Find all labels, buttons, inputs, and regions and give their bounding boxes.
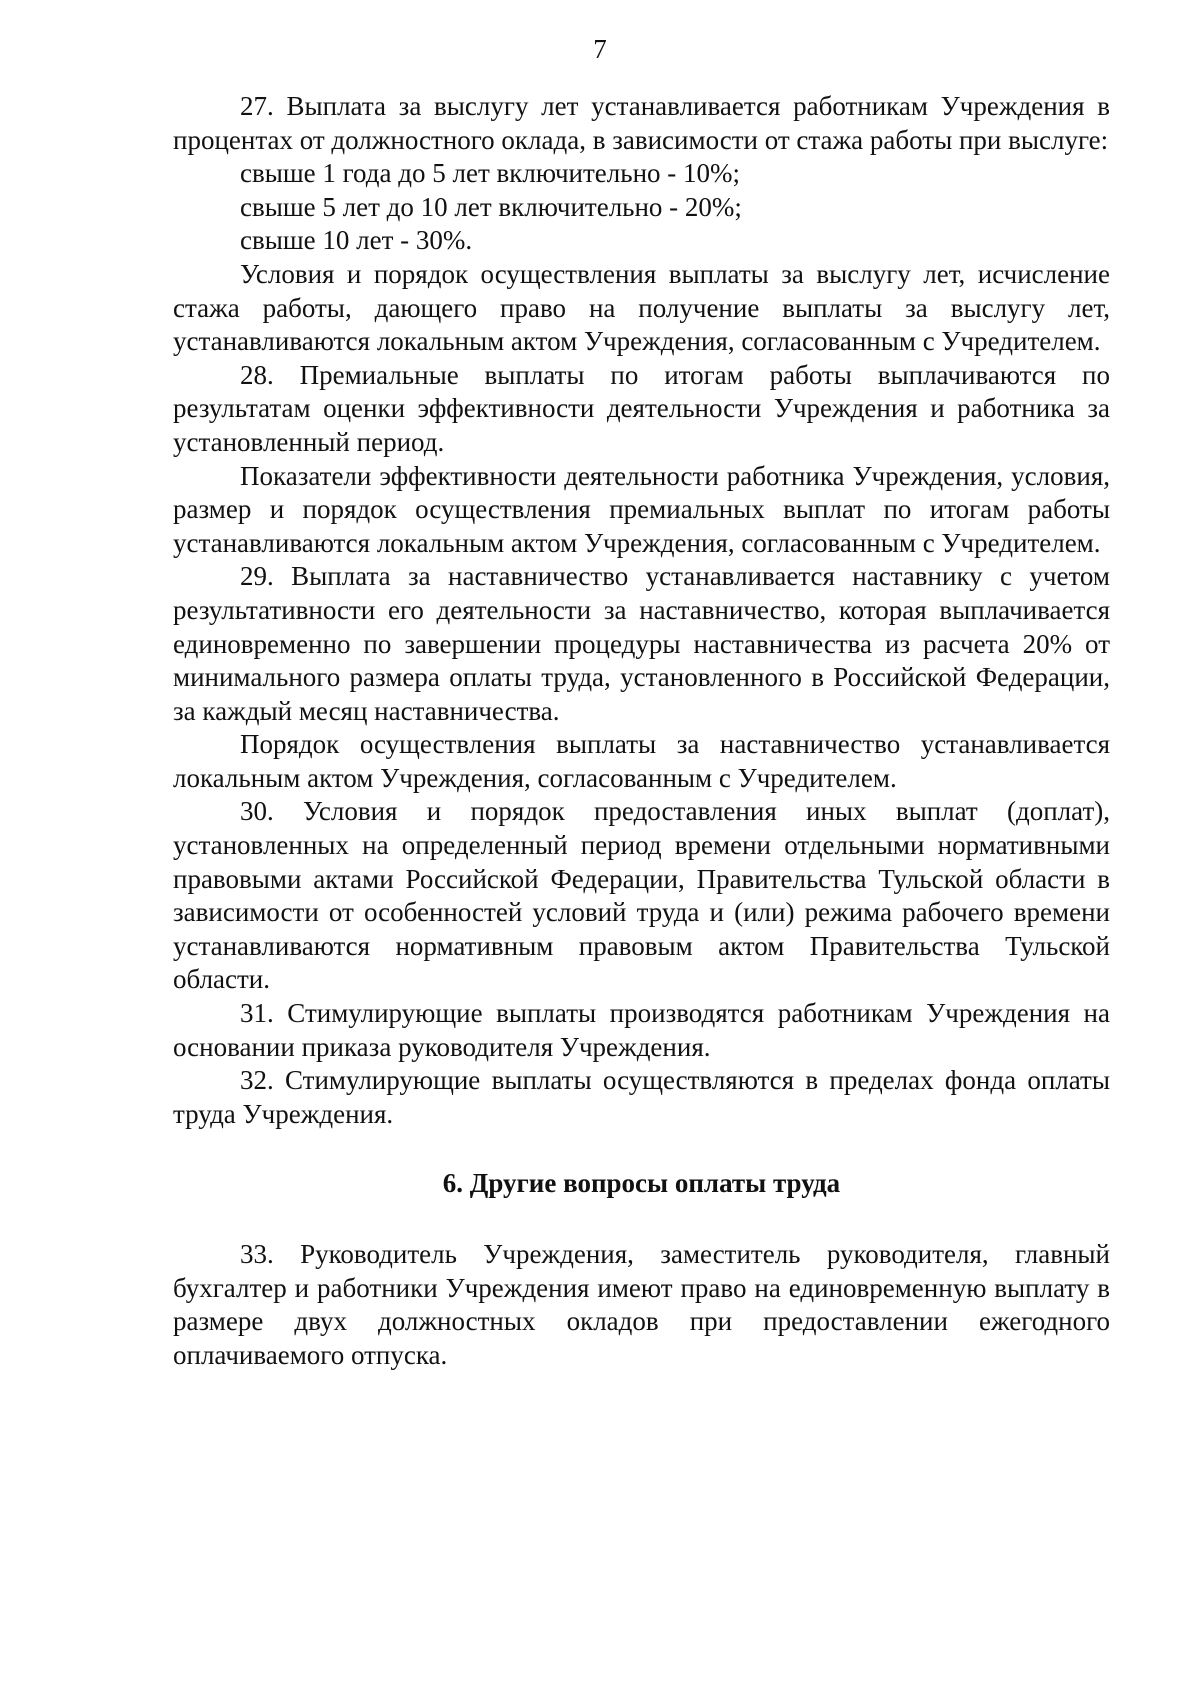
page-number: 7 [593, 34, 607, 64]
paragraph-28-indicators: Показатели эффективности деятельности работника Учреждения, условия, размер и порядок осуществления премиальных выплат по итогам работы устанавливаются локальным актом Учреждения, согласованным с Учредителем. [173, 460, 1110, 558]
list-item-1: свыше 1 года до 5 лет включительно - 10%; [240, 158, 741, 189]
paragraph-33: 33. Руководитель Учреждения, заместитель руководителя, главный бухгалтер и работники Учреждения имеют право на единовременную выплату в размере двух должностных окладов при предоставлении ежегодного оплачиваемого отпуска. [173, 1239, 1110, 1370]
list-item-2: свыше 5 лет до 10 лет включительно - 20%; [240, 191, 742, 222]
paragraph-27: 27. Выплата за выслугу лет устанавливается работникам Учреждения в процентах от должностного оклада, в зависимости от стажа работы при выслуге: [173, 91, 1110, 155]
paragraph-30: 30. Условия и порядок предоставления иных выплат (доплат), установленных на определенный период времени отдельными нормативными правовыми актами Российской Федерации, Правительства Тульской области в зависимости от особенностей условий труда и (или) режима рабочего времени устанавливаются нормативным правовым актом Правительства Тульской области. [173, 796, 1110, 995]
paragraph-31: 31. Стимулирующие выплаты производятся работникам Учреждения на основании приказа руководителя Учреждения. [173, 998, 1110, 1062]
paragraph-32: 32. Стимулирующие выплаты осуществляются в пределах фонда оплаты труда Учреждения. [173, 1065, 1110, 1129]
paragraph-27-conditions: Условия и порядок осуществления выплаты за выслугу лет, исчисление стажа работы, дающего право на получение выплаты за выслугу лет, устанавливаются локальным актом Учреждения, согласованным с Учредителем. [173, 258, 1110, 357]
paragraph-29: 29. Выплата за наставничество устанавливается наставнику с учетом результативности его деятельности за наставничество, которая выплачивается единовременно по завершении процедуры наставничества из расчета 20% от минимального размера оплаты труда, установленного в Российской Федерации, за каждый месяц наставничества. [173, 561, 1110, 726]
paragraph-28: 28. Премиальные выплаты по итогам работы выплачиваются по результатам оценки эффективности деятельности Учреждения и работника за установленный период. [173, 359, 1110, 457]
document-body [173, 90, 1110, 1372]
section-heading: 6. Другие вопросы оплаты труда [442, 1168, 841, 1199]
paragraph-29-procedure: Порядок осуществления выплаты за наставничество устанавливается локальным актом Учреждения, согласованным с Учредителем. [173, 729, 1110, 793]
list-item-3: свыше 10 лет - 30%. [240, 225, 473, 256]
